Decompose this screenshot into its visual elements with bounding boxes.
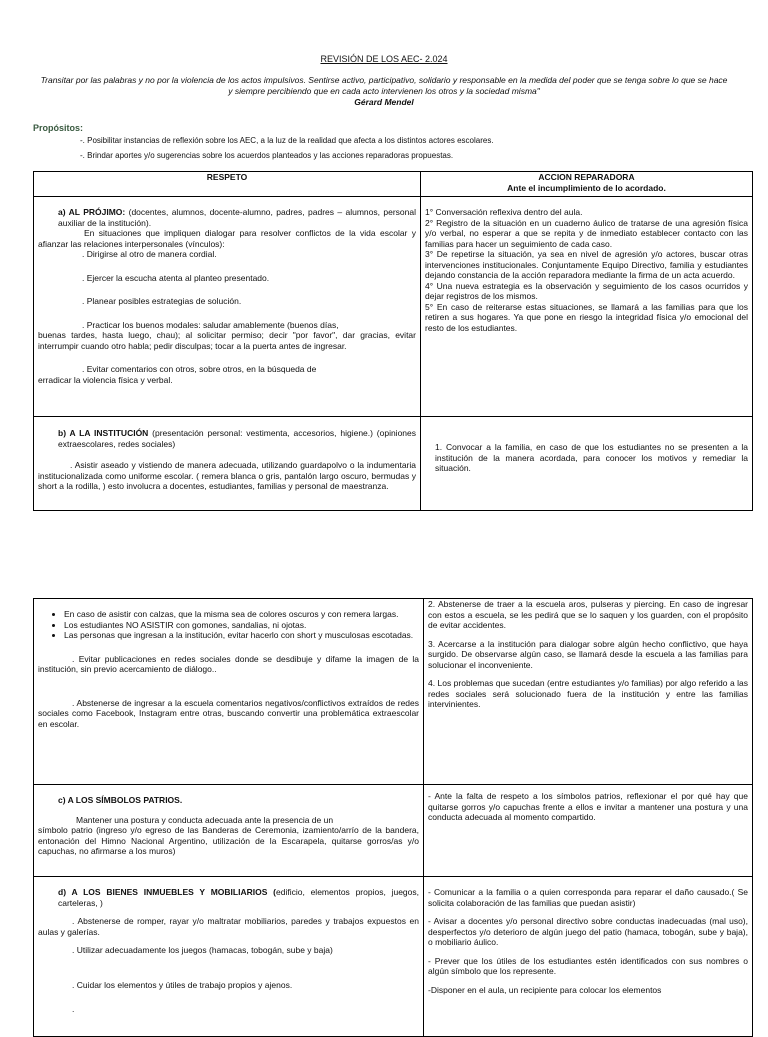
- purpose-item: -. Brindar aportes y/o sugerencias sobre los acuerdos planteados y las acciones reparadoras propuestas.: [80, 151, 454, 160]
- section-d-item: . Utilizar adecuadamente los juegos (hamacas, tobogán, sube y baja): [72, 945, 333, 955]
- section-b-respect: [34, 417, 421, 511]
- epigraph-quote: Transitar por las palabras y no por la violencia de los actos impulsivos. Sentirse activo, participativo, solidario y responsable en la medida del poder que se tenga sobre lo que se hace y siempre percibiendo que en cada acto intervienen los otros y la sociedad misma": [40, 75, 728, 96]
- action-item: 4. Los problemas que sucedan (entre estudiantes y/o familias) por algo referido a las redes sociales será solucionado fuera de la institución y entre las familias intervinientes.: [428, 678, 748, 709]
- section-d-intro: edificio, elementos propios, juegos, carteleras, ): [58, 887, 419, 908]
- dress-code-item: • En caso de asistir con calzas, que la misma sea de colores oscuros y con remera largas.: [64, 609, 419, 620]
- dress-code-item: • Los estudiantes NO ASISTIR con gomones, sandalias, ni ojotas.: [64, 620, 419, 631]
- section-b-paragraph: . Evitar publicaciones en redes sociales donde se desdibuje y difame la imagen de la institución, sin previo acercamiento de diálogo..: [38, 653, 419, 674]
- section-c-heading: c) A LOS SÍMBOLOS PATRIOS.: [58, 795, 183, 805]
- section-a-heading: a) AL PRÓJIMO:: [58, 207, 126, 217]
- section-b-continued: [34, 599, 424, 785]
- dress-code-item: • Las personas que ingresan a la institución, evitar hacerlo con short y musculosas escotadas.: [64, 630, 419, 641]
- section-a-item: . Planear posibles estrategias de solución.: [82, 296, 242, 306]
- section-b-paragraph: . Asistir aseado y vistiendo de manera adecuada, utilizando guardapolvo o la indumentaria institucionalizada como uniforme escolar. ( remera blanca o gris, pantalón largo oscuro, bermudas y short a la rodilla, ) esto involucra a docentes, estudiantes, familias y personal de maestranza.: [38, 460, 416, 491]
- section-b-heading: b) A LA INSTITUCIÓN: [58, 428, 149, 438]
- section-c-respect: [34, 785, 424, 877]
- rules-table-bottom: [33, 598, 753, 1037]
- action-item: 2. Abstenerse de traer a la escuela aros, pulseras y piercing. En caso de ingresar con estos a escuela, se les pedirá que se lo saquen y los guarden, con el propósito de evitar accidentes.: [428, 599, 748, 630]
- column-header-respeto: RESPETO: [34, 172, 421, 197]
- section-b-intro: (presentación personal: vestimenta, accesorios, higiene.) (opiniones extraescolares, redes sociales): [58, 428, 417, 449]
- action-item: - Avisar a docentes y/o personal directivo sobre conductas inadecuadas (mal uso), desperfectos y/o deterioro de algún juego del patio (hamaca, tobogán, sube y baja), o mobiliario áulico.: [428, 916, 748, 947]
- section-b-actions-continued: [424, 599, 753, 785]
- section-d-actions: [424, 877, 753, 1037]
- section-a-actions: [421, 197, 753, 417]
- action-item: 3° De repetirse la situación, ya sea en nivel de agresión y/o actores, buscar otras intervenciones institucionales. Conjuntamente Equipo Directivo, familia y estudiantes dejando constancia de la acción reparadora mediante la firma de un acta acuerdo.: [425, 249, 748, 280]
- action-item: 1° Conversación reflexiva dentro del aula.: [425, 207, 583, 217]
- section-a-item: . Evitar comentarios con otros, sobre otros, en la búsqueda de: [82, 364, 317, 374]
- action-item: 1. Convocar a la familia, en caso de que los estudiantes no se presenten a la institución de la manera acordada, para conocer los motivos y remediar la situación.: [435, 442, 748, 473]
- action-item: - Ante la falta de respeto a los símbolos patrios, reflexionar el por qué hay que quitarse gorros y/o capuchas frente a ellos e invitar a mantener una postura y una conducta adecuada al momento compartido.: [428, 791, 748, 822]
- action-item: -Disponer en el aula, un recipiente para colocar los elementos: [428, 984, 662, 995]
- purpose-item: -. Posibilitar instancias de reflexión sobre los AEC, a la luz de la realidad que afecta a los distintos actores escolares.: [80, 136, 494, 145]
- section-a-item-cont: buenas tardes, hasta luego, chau); al solicitar permiso; decir "por favor", dar gracias, evitar interrumpir cuando otro habla; pedir disculpas; tocar a la puerta antes de ingresar.: [38, 330, 416, 351]
- section-a-item: . Dirigirse al otro de manera cordial.: [82, 249, 217, 259]
- section-b-paragraph: . Abstenerse de ingresar a la escuela comentarios negativos/conflictivos extraídos de redes sociales como Facebook, Instagram entre otras, buscando convertir una problemática extraescolar en escolar.: [38, 697, 419, 729]
- section-a-item-cont: erradicar la violencia física y verbal.: [38, 374, 173, 385]
- document-title: REVISIÓN DE LOS AEC- 2.024: [320, 54, 448, 64]
- section-a-item: . Ejercer la escucha atenta al planteo presentado.: [82, 272, 270, 283]
- section-d-heading: d) A LOS BIENES INMUEBLES Y MOBILIARIOS (: [58, 887, 276, 897]
- action-item: 5° En caso de reiterarse estas situaciones, se llamará a las familias para que los retiren a sus hogares. Ya que pone en riesgo la integridad física y/o emocional del resto de los estudiantes.: [425, 301, 748, 333]
- section-d-item: . Abstenerse de romper, rayar y/o maltratar mobiliarios, paredes y trabajos expuestos en aulas y galerías.: [38, 916, 419, 937]
- action-item: 2° Registro de la situación en un cuaderno áulico de tratarse de una agresión física y/o verbal, no esperar a que se repita y de inmediato establecer contacto con las familias para hacer un seguimiento de cada caso.: [425, 217, 748, 249]
- section-a-paragraph: En situaciones que impliquen dialogar para resolver conflictos de la vida escolar y afianzar las relaciones interpersonales (vínculos):: [38, 228, 416, 249]
- section-c-paragraph: Mantener una postura y conducta adecuada ante la presencia de un: [76, 814, 334, 825]
- action-item: 3. Acercarse a la institución para dialogar sobre algún hecho conflictivo, que haya surgido. De observarse algún caso, se llamará desde la escuela a las familias para solucionar el inconveniente.: [428, 638, 748, 670]
- section-d-respect: [34, 877, 424, 1037]
- column-header-accion: [421, 172, 753, 197]
- epigraph-author: Gérard Mendel: [354, 97, 414, 107]
- action-item: - Comunicar a la familia o a quien corresponda para reparar el daño causado.( Se solicita colaboración de las familias que puedan asistir): [428, 887, 748, 908]
- action-item: - Prever que los útiles de los estudiantes estén identificados con sus nombres o algún símbolo que los represente.: [428, 955, 748, 976]
- section-c-paragraph-cont: símbolo patrio (ingreso y/o egreso de las Banderas de Ceremonia, izamiento/arrío de la bandera, entonación del Himno Nacional Argentino, utilización de la Escarapela, quitarse gorros/as y/o capuchas, no afirmarse a los muros): [38, 825, 419, 856]
- rules-table-top: [33, 171, 753, 511]
- section-d-item: . Cuidar los elementos y útiles de trabajo propios y ajenos.: [72, 979, 293, 990]
- section-a-respect: [34, 197, 421, 417]
- column-header-accion-title: ACCION REPARADORA: [538, 172, 635, 182]
- section-a-intro: (docentes, alumnos, docente-alumno, padres, padres – alumnos, personal auxiliar de la institución).: [58, 207, 416, 228]
- section-a-item: . Practicar los buenos modales: saludar amablemente (buenos días,: [82, 319, 339, 330]
- section-d-item: .: [72, 1004, 75, 1014]
- action-item: 4° Una nueva estrategia es la observación y seguimiento de los casos ocurridos y dejar registros de los mismos.: [425, 280, 748, 301]
- section-c-actions: [424, 785, 753, 877]
- column-header-accion-subtitle: Ante el incumplimiento de lo acordado.: [507, 182, 666, 193]
- purposes-heading: Propósitos:: [33, 123, 84, 133]
- section-b-actions: [421, 417, 753, 511]
- dress-code-list: [38, 609, 419, 641]
